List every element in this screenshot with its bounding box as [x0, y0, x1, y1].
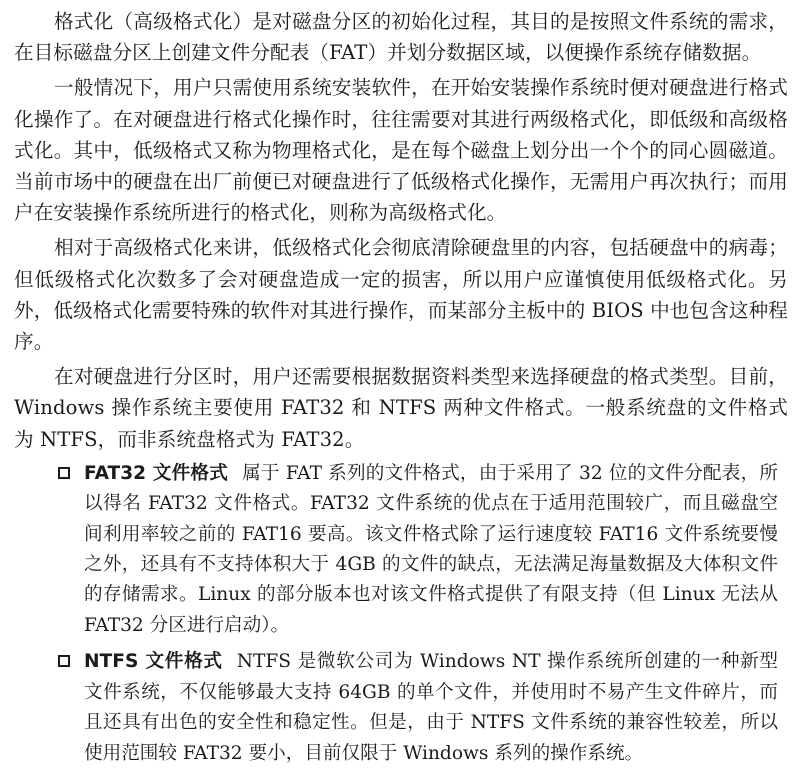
- file-format-list: [14, 459, 788, 769]
- body-paragraph: 在对硬盘进行分区时，用户还需要根据数据资料类型来选择硬盘的格式类型。目前，Windows 操作系统主要使用 FAT32 和 NTFS 两种文件格式。一般系统盘的文件格式为 NTFS，而非系统盘格式为 FAT32。: [14, 365, 788, 451]
- list-item-ntfs: [14, 647, 788, 769]
- body-paragraph: 格式化（高级格式化）是对磁盘分区的初始化过程，其目的是按照文件系统的需求，在目标磁盘分区上创建文件分配表（FAT）并划分数据区域，以便操作系统存储数据。: [14, 10, 788, 65]
- list-item-text: NTFS 是微软公司为 Windows NT 操作系统所创建的一种新型文件系统，不仅能够最大支持 64GB 的单个文件，并使用时不易产生文件碎片，而且还具有出色的安全性和稳定性。但是，由于 NTFS 文件系统的兼容性较差，所以使用范围较 FAT32 要小，目前仅限于 Windows 系列的操作系统。: [84, 651, 779, 764]
- list-item-term: FAT32 文件格式: [84, 462, 229, 484]
- list-item-fat32: [14, 459, 788, 641]
- body-paragraph: 一般情况下，用户只需使用系统安装软件，在开始安装操作系统时便对硬盘进行格式化操作了。在对硬盘进行格式化操作时，往往需要对其进行两级格式化，即低级和高级格式化。其中，低级格式又称为物理格式化，是在每个磁盘上划分出一个个的同心圆磁道。当前市场中的硬盘在出厂前便已对硬盘进行了低级格式化操作，无需用户再次执行；而用户在安装操作系统所进行的格式化，则称为高级格式化。: [14, 76, 788, 225]
- list-item-term: NTFS 文件格式: [84, 651, 223, 673]
- checkbox-bullet-icon: [58, 655, 70, 667]
- body-paragraph: 相对于高级格式化来讲，低级格式化会彻底清除硬盘里的内容，包括硬盘中的病毒；但低级格式化次数多了会对硬盘造成一定的损害，所以用户应谨慎使用低级格式化。另外，低级格式化需要特殊的软件对其进行操作，而某部分主板中的 BIOS 中也包含这种程序。: [14, 236, 788, 354]
- document-page: [14, 6, 788, 769]
- checkbox-bullet-icon: [58, 467, 70, 479]
- list-item-text: 属于 FAT 系列的文件格式，由于采用了 32 位的文件分配表，所以得名 FAT32 文件格式。FAT32 文件系统的优点在于适用范围较广，而且磁盘空间利用率较之前的 FAT16 要高。该文件格式除了运行速度较 FAT16 文件系统要慢之外，还具有不支持体积大于 4GB 的文件的缺点，无法满足海量数据及大体积文件的存储需求。Linux 的部分版本也对该文件格式提供了有限支持（但 Linux 无法从 FAT32 分区进行启动）。: [84, 462, 779, 636]
